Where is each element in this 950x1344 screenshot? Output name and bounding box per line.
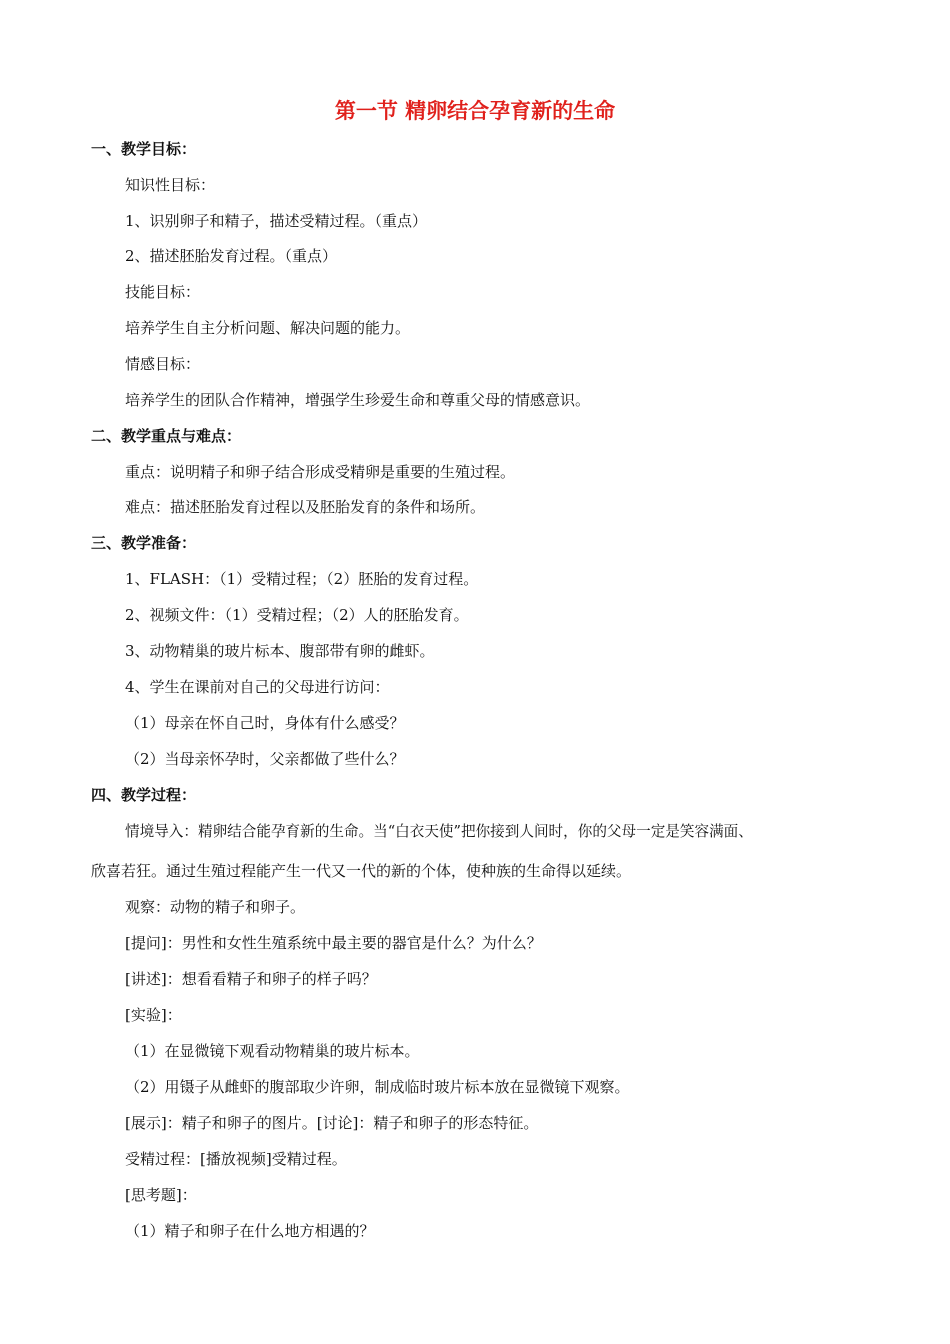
paragraph-line: 观察：动物的精子和卵子。 [125, 898, 306, 916]
paragraph-line: 2、描述胚胎发育过程。（重点） [125, 247, 338, 265]
paragraph-line: 2、视频文件：（1）受精过程；（2）人的胚胎发育。 [125, 606, 469, 624]
paragraph-line: 情感目标： [125, 355, 201, 373]
paragraph-line: 1、FLASH：（1）受精过程；（2）胚胎的发育过程。 [125, 570, 479, 588]
paragraph-line: （2）用镊子从雌虾的腹部取少许卵，制成临时玻片标本放在显微镜下观察。 [125, 1078, 630, 1096]
paragraph-line: [思考题]： [125, 1186, 197, 1204]
section-heading-key-points: 二、教学重点与难点： [91, 427, 242, 445]
paragraph-line: 受精过程：[播放视频]受精过程。 [125, 1150, 347, 1168]
paragraph-line: [提问]：男性和女性生殖系统中最主要的器官是什么？为什么？ [125, 934, 542, 952]
paragraph-line: 培养学生的团队合作精神，增强学生珍爱生命和尊重父母的情感意识。 [125, 391, 591, 409]
paragraph-line: 知识性目标： [125, 176, 216, 194]
paragraph-line: 3、动物精巢的玻片标本、腹部带有卵的雌虾。 [125, 642, 435, 660]
paragraph-line: 培养学生自主分析问题、解决问题的能力。 [125, 319, 411, 337]
section-heading-preparation: 三、教学准备： [91, 534, 197, 552]
paragraph-line: 情境导入：精卵结合能孕育新的生命。当“白衣天使”把你接到人间时，你的父母一定是笑容满面、 [125, 823, 753, 840]
section-heading-process: 四、教学过程： [91, 786, 197, 804]
paragraph-line: （1）在显微镜下观看动物精巢的玻片标本。 [125, 1042, 420, 1060]
paragraph-line: （2）当母亲怀孕时，父亲都做了些什么？ [125, 750, 405, 768]
paragraph-line: （1）精子和卵子在什么地方相遇的？ [125, 1222, 375, 1240]
paragraph-line: （1）母亲在怀自己时，身体有什么感受？ [125, 714, 405, 732]
paragraph-line: 欣喜若狂。通过生殖过程能产生一代又一代的新的个体，使种族的生命得以延续。 [91, 862, 632, 880]
paragraph-line: 重点：说明精子和卵子结合形成受精卵是重要的生殖过程。 [125, 463, 516, 481]
paragraph-line: [展示]：精子和卵子的图片。[讨论]：精子和卵子的形态特征。 [125, 1114, 539, 1132]
section-heading-objectives: 一、教学目标： [91, 140, 197, 158]
paragraph-line: 4、学生在课前对自己的父母进行访问： [125, 678, 390, 696]
paragraph-line: 1、识别卵子和精子，描述受精过程。（重点） [125, 212, 428, 230]
paragraph-line: [讲述]：想看看精子和卵子的样子吗？ [125, 970, 377, 988]
paragraph-line: [实验]： [125, 1006, 182, 1024]
paragraph-line: 技能目标： [125, 283, 201, 301]
document-title: 第一节 精卵结合孕育新的生命 [334, 99, 616, 123]
paragraph-line: 难点：描述胚胎发育过程以及胚胎发育的条件和场所。 [125, 498, 486, 516]
